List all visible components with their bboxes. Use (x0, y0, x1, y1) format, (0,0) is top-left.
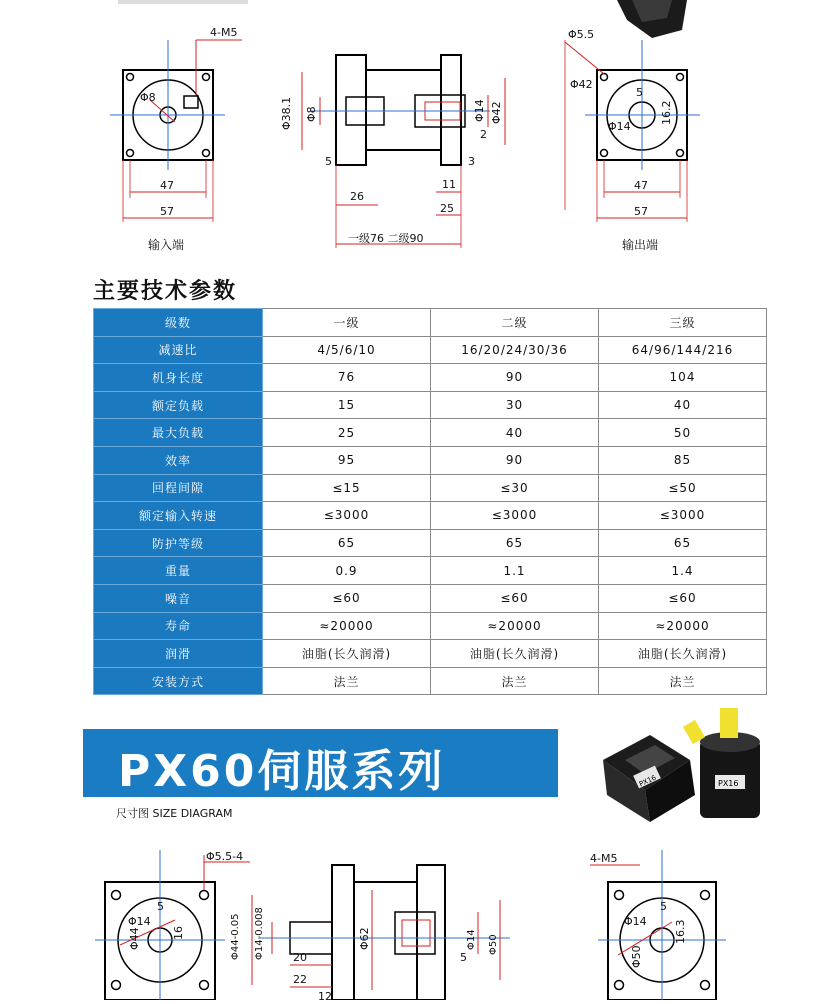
spec-cell: 4/5/6/10 (263, 336, 431, 364)
svg-text:16.3: 16.3 (674, 919, 687, 944)
svg-text:47: 47 (634, 179, 648, 192)
svg-text:Φ44-0.05: Φ44-0.05 (230, 913, 241, 960)
spec-cell: 40 (431, 419, 599, 447)
top-technical-drawing (0, 0, 840, 265)
input-flange-view (110, 26, 242, 222)
svg-text:Φ42: Φ42 (490, 101, 503, 124)
spec-cell: ≤15 (263, 474, 431, 502)
svg-text:5: 5 (325, 155, 332, 168)
svg-text:5: 5 (636, 86, 643, 99)
svg-text:Φ14: Φ14 (608, 120, 631, 133)
bottom-technical-drawing (0, 840, 840, 1000)
bottom-drawing-svg (0, 840, 840, 1000)
series-banner-title: PX60伺服系列 (118, 746, 446, 797)
spec-cell: 40 (599, 391, 767, 419)
svg-text:Φ14: Φ14 (624, 915, 647, 928)
spec-cell: 104 (599, 364, 767, 392)
spec-cell: 0.9 (263, 557, 431, 585)
product-photo (595, 700, 785, 825)
gearbox-right (683, 708, 760, 818)
spec-row (94, 364, 767, 392)
spec-row-label: 减速比 (94, 336, 263, 364)
spec-cell: ≈20000 (263, 612, 431, 640)
spec-row (94, 419, 767, 447)
spec-cell: ≤3000 (599, 502, 767, 530)
spec-row (94, 309, 767, 337)
spec-cell: 法兰 (431, 667, 599, 695)
svg-text:20: 20 (293, 951, 307, 964)
svg-text:Φ14: Φ14 (128, 915, 151, 928)
svg-text:Φ42: Φ42 (570, 78, 593, 91)
svg-text:5: 5 (157, 900, 164, 913)
svg-text:Φ44: Φ44 (128, 927, 141, 950)
svg-text:25: 25 (440, 202, 454, 215)
spec-row-label: 额定输入转速 (94, 502, 263, 530)
svg-text:PX16: PX16 (637, 773, 658, 789)
svg-text:57: 57 (160, 205, 174, 218)
spec-row-label: 润滑 (94, 640, 263, 668)
spec-row-label: 级数 (94, 309, 263, 337)
spec-cell: 油脂(长久润滑) (599, 640, 767, 668)
svg-text:4-M5: 4-M5 (210, 26, 238, 39)
size-diagram-label: 尺寸图 SIZE DIAGRAM (116, 807, 233, 820)
spec-cell: ≤30 (431, 474, 599, 502)
svg-text:47: 47 (160, 179, 174, 192)
spec-cell: 65 (599, 529, 767, 557)
spec-cell: 油脂(长久润滑) (431, 640, 599, 668)
spec-cell: 90 (431, 446, 599, 474)
spec-cell: 法兰 (263, 667, 431, 695)
bottom-right-flange (590, 850, 726, 1000)
svg-text:57: 57 (634, 205, 648, 218)
side-view (280, 55, 505, 248)
spec-row (94, 474, 767, 502)
spec-cell: 65 (263, 529, 431, 557)
svg-text:PX16: PX16 (718, 779, 739, 788)
spec-row (94, 584, 767, 612)
svg-text:5: 5 (660, 900, 667, 913)
spec-row-label: 重量 (94, 557, 263, 585)
spec-row (94, 640, 767, 668)
spec-cell: 1.1 (431, 557, 599, 585)
gearbox-left (603, 735, 695, 822)
svg-text:Φ14: Φ14 (473, 99, 486, 122)
spec-cell: ≈20000 (599, 612, 767, 640)
bottom-side-view (230, 865, 510, 1000)
spec-cell: 85 (599, 446, 767, 474)
input-end-caption: 输入端 (148, 238, 185, 252)
spec-row-label: 寿命 (94, 612, 263, 640)
svg-text:Φ8: Φ8 (305, 106, 318, 122)
section-title: 主要技术参数 (93, 279, 238, 304)
spec-cell: 一级 (263, 309, 431, 337)
output-end-caption: 输出端 (622, 238, 659, 252)
spec-cell: ≤60 (263, 584, 431, 612)
spec-row-label: 额定负载 (94, 391, 263, 419)
spec-cell: 三级 (599, 309, 767, 337)
spec-row-label: 回程间隙 (94, 474, 263, 502)
svg-text:16: 16 (172, 926, 185, 940)
spec-cell: ≤60 (431, 584, 599, 612)
spec-row (94, 502, 767, 530)
spec-cell: 油脂(长久润滑) (263, 640, 431, 668)
bottom-left-flange (95, 850, 250, 1000)
spec-cell: ≈20000 (431, 612, 599, 640)
spec-row-label: 防护等级 (94, 529, 263, 557)
svg-text:Φ8: Φ8 (140, 91, 156, 104)
spec-row-label: 安装方式 (94, 667, 263, 695)
svg-text:一级76 二级90: 一级76 二级90 (348, 232, 424, 245)
svg-text:Φ62: Φ62 (358, 927, 371, 950)
svg-text:3: 3 (468, 155, 475, 168)
spec-row (94, 336, 767, 364)
svg-text:12: 12 (318, 990, 332, 1000)
spec-cell: ≤60 (599, 584, 767, 612)
spec-cell: ≤50 (599, 474, 767, 502)
product-photo-fragment (612, 0, 692, 38)
spec-row (94, 446, 767, 474)
svg-text:Φ14: Φ14 (466, 929, 477, 950)
svg-text:22: 22 (293, 973, 307, 986)
spec-cell: 90 (431, 364, 599, 392)
spec-row (94, 612, 767, 640)
svg-text:Φ50: Φ50 (630, 945, 643, 968)
output-flange-view (565, 28, 700, 222)
spec-cell: 95 (263, 446, 431, 474)
spec-row (94, 391, 767, 419)
spec-cell: 25 (263, 419, 431, 447)
spec-cell: 50 (599, 419, 767, 447)
spec-cell: 法兰 (599, 667, 767, 695)
svg-text:Φ5.5: Φ5.5 (568, 28, 595, 41)
spec-row-label: 效率 (94, 446, 263, 474)
svg-text:16.2: 16.2 (660, 100, 673, 125)
top-drawing-svg (0, 0, 840, 265)
svg-text:Φ5.5-4: Φ5.5-4 (206, 850, 244, 863)
spec-cell: 65 (431, 529, 599, 557)
spec-row (94, 557, 767, 585)
svg-text:2: 2 (480, 128, 487, 141)
spec-row-label: 最大负载 (94, 419, 263, 447)
spec-cell: ≤3000 (431, 502, 599, 530)
svg-text:11: 11 (442, 178, 456, 191)
svg-text:Φ38.1: Φ38.1 (280, 96, 293, 130)
spec-row (94, 529, 767, 557)
spec-table (93, 308, 767, 695)
svg-text:Φ50: Φ50 (488, 934, 499, 955)
spec-cell: 76 (263, 364, 431, 392)
spec-cell: 64/96/144/216 (599, 336, 767, 364)
svg-text:26: 26 (350, 190, 364, 203)
spec-cell: 16/20/24/30/36 (431, 336, 599, 364)
spec-cell: 二级 (431, 309, 599, 337)
svg-text:Φ14-0.008: Φ14-0.008 (254, 907, 265, 960)
spec-cell: ≤3000 (263, 502, 431, 530)
spec-row-label: 机身长度 (94, 364, 263, 392)
svg-text:4-M5: 4-M5 (590, 852, 618, 865)
spec-cell: 1.4 (599, 557, 767, 585)
spec-row (94, 667, 767, 695)
svg-text:5: 5 (460, 951, 467, 964)
spec-row-label: 噪音 (94, 584, 263, 612)
spec-cell: 15 (263, 391, 431, 419)
spec-cell: 30 (431, 391, 599, 419)
